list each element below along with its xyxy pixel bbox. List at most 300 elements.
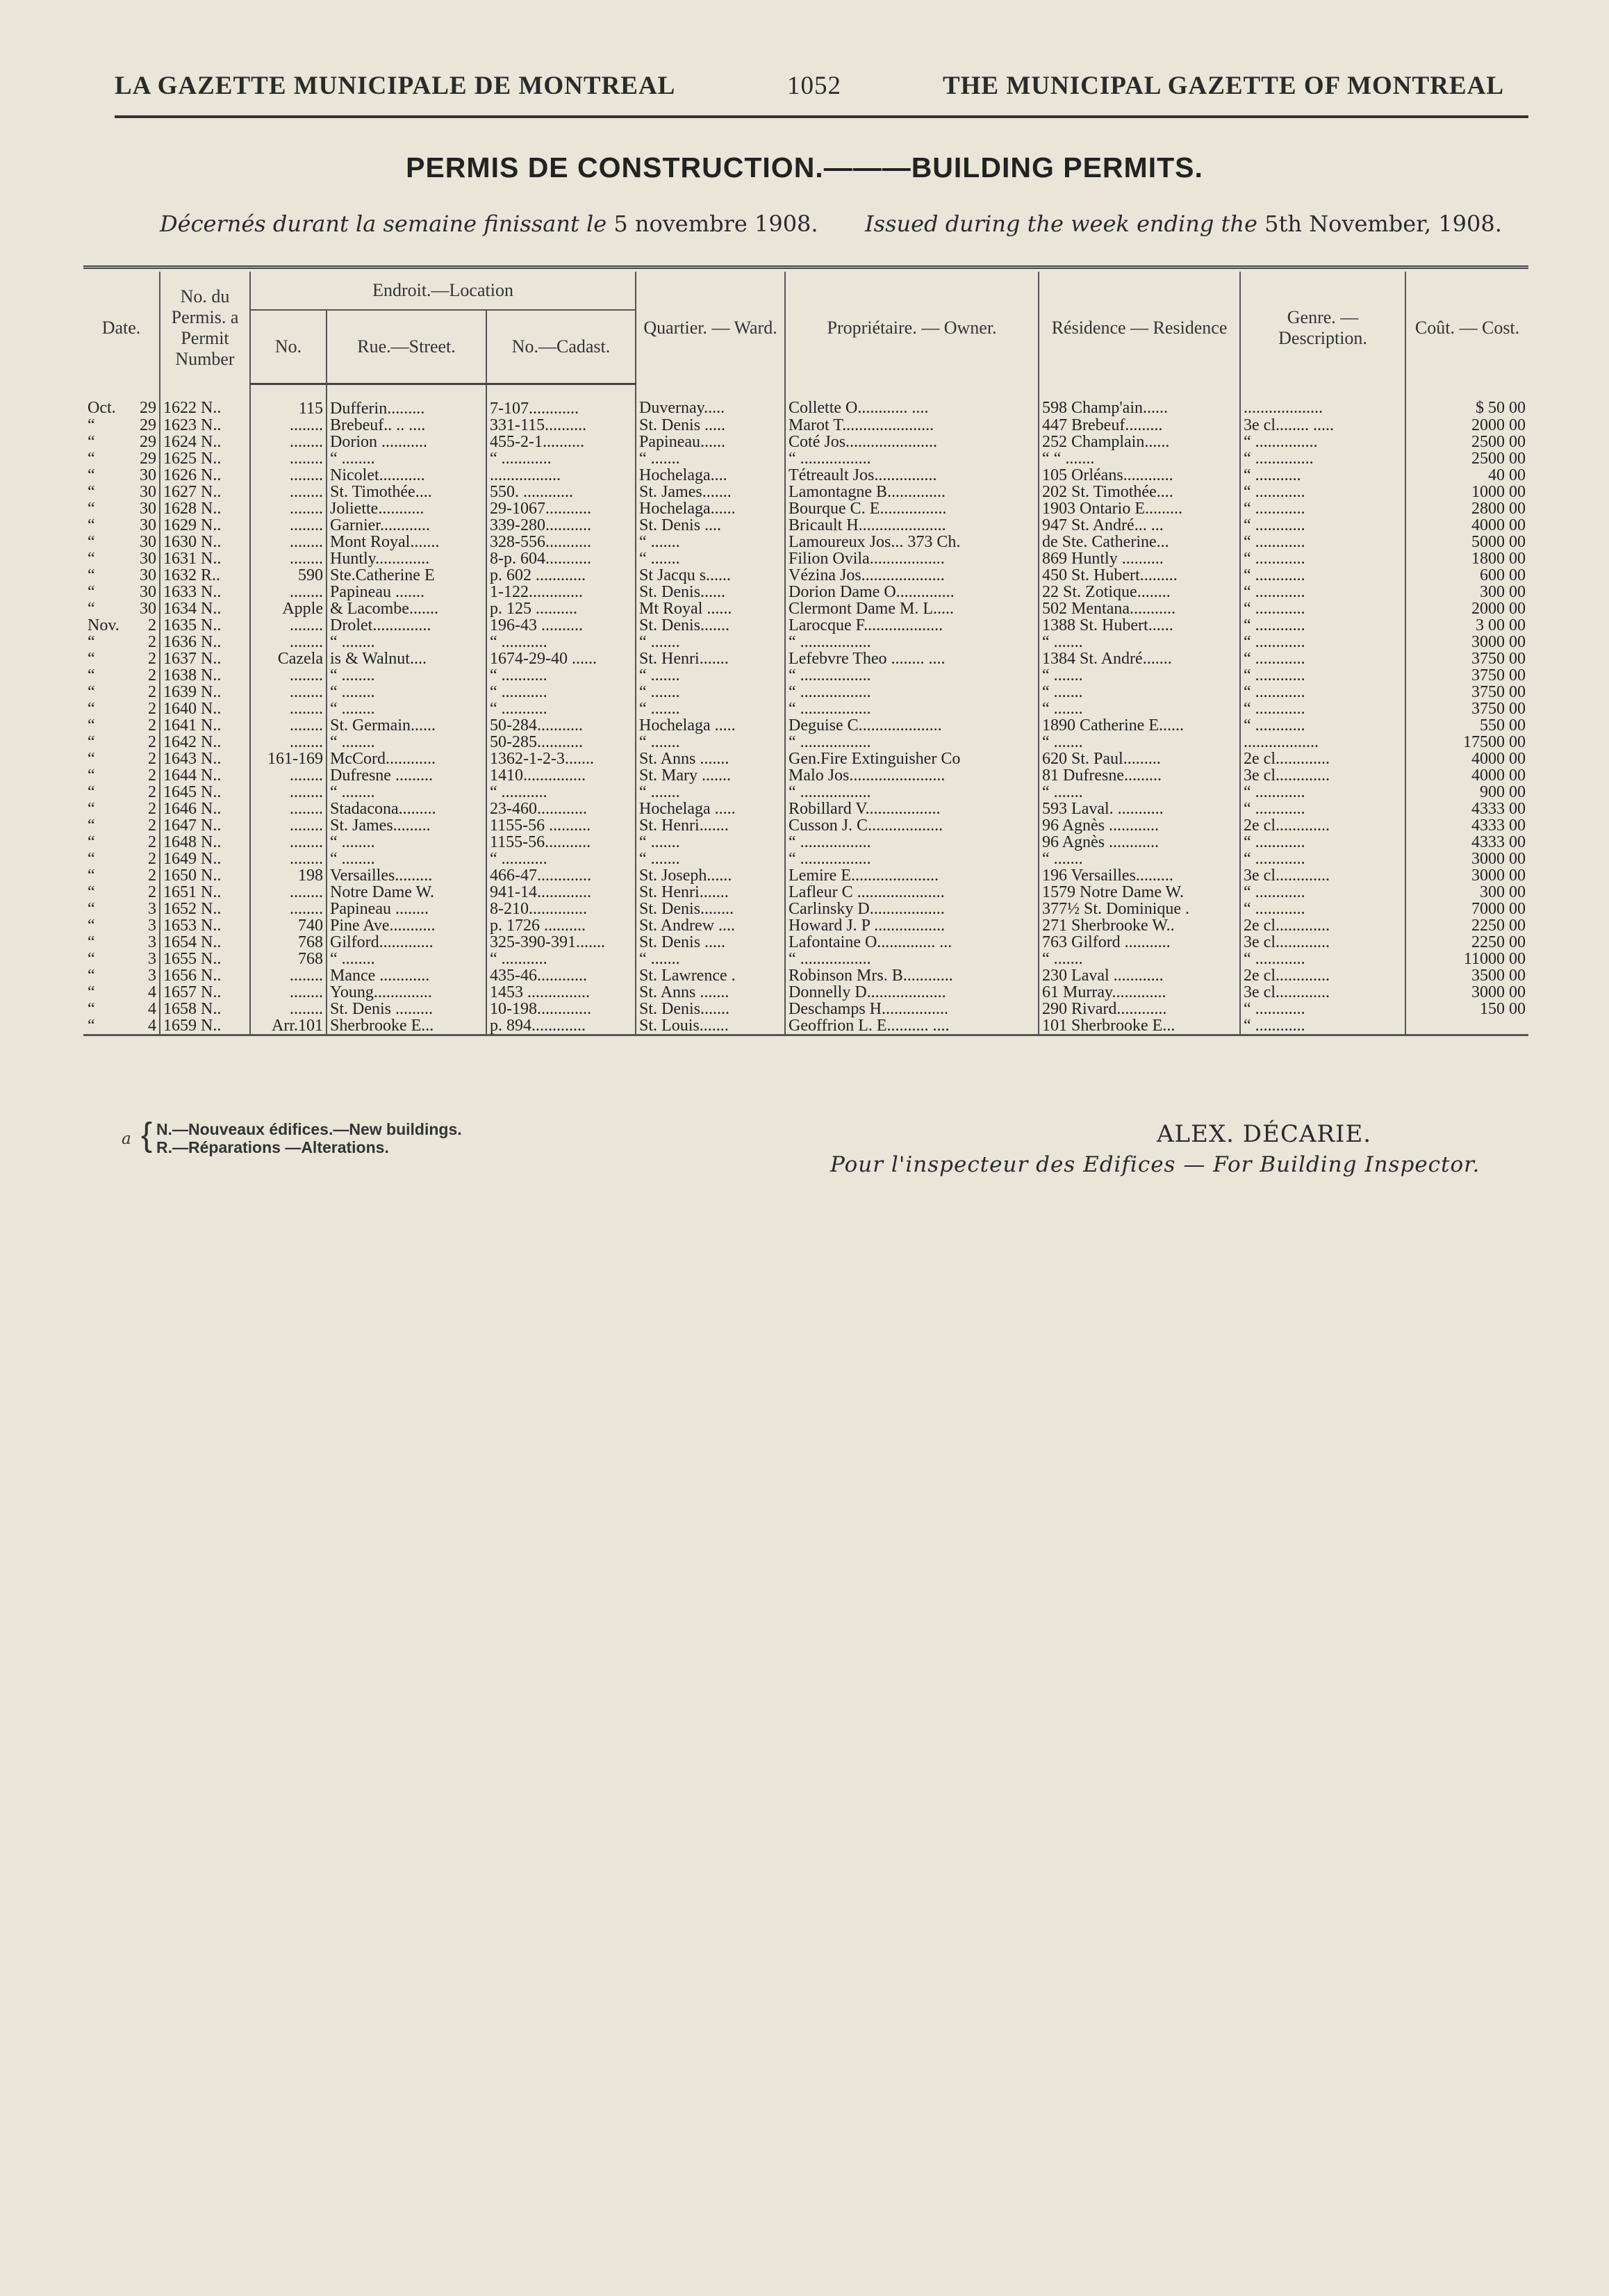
cell-day: 2 (148, 867, 156, 884)
cell-ward: Papineau...... (636, 434, 785, 450)
cell-owner: Donnelly D................... (785, 984, 1039, 1001)
cell-description: “ ............ (1240, 834, 1405, 851)
cell-residence: 290 Rivard............ (1039, 1001, 1240, 1017)
cell-date (83, 967, 160, 984)
cell-ward: Hochelaga ..... (636, 717, 785, 734)
cell-day: 30 (140, 600, 156, 617)
cell-day: 2 (148, 851, 156, 867)
cell-description: “ ............... (1240, 434, 1405, 450)
cell-no: ........ (250, 734, 327, 751)
cell-cost: 3750 00 (1471, 700, 1526, 717)
cell-owner: Bourque C. E................ (785, 500, 1039, 517)
cell-ward: “ ....... (636, 834, 785, 851)
cell-date (83, 1017, 160, 1034)
cell-cost: 2500 00 (1471, 434, 1526, 450)
cell-month: “ (88, 801, 95, 817)
cell-cadast: 331-115.......... (486, 417, 636, 434)
cell-permit: 1657 N.. (160, 984, 250, 1001)
cell-date (83, 600, 160, 617)
cell-cost: 300 00 (1480, 884, 1526, 901)
cell-date (83, 617, 160, 634)
cell-owner: Cusson J. C.................. (785, 817, 1039, 834)
cell-description: “ ............ (1240, 550, 1405, 567)
cell-day: 3 (148, 951, 156, 967)
running-header (115, 71, 1504, 106)
cell-no: ........ (250, 784, 327, 801)
cell-cost: 300 00 (1480, 584, 1526, 600)
cell-description: 3e cl............. (1240, 934, 1405, 951)
cell-street: “ ........ (327, 834, 486, 851)
cell-permit: 1650 N.. (160, 867, 250, 884)
cell-description: “ ............ (1240, 801, 1405, 817)
cell-residence: 81 Dufresne......... (1039, 767, 1240, 784)
running-header-left: LA GAZETTE MUNICIPALE DE MONTREAL (115, 72, 676, 100)
cell-permit: 1656 N.. (160, 967, 250, 984)
cell-date (83, 817, 160, 834)
cell-month: “ (88, 534, 95, 550)
cell-permit: 1628 N.. (160, 500, 250, 517)
footnotes (122, 1117, 462, 1157)
cell-month: “ (88, 517, 95, 534)
cell-date (83, 734, 160, 751)
cell-day: 29 (140, 417, 156, 434)
cell-street: & Lacombe....... (327, 600, 486, 617)
cell-ward: “ ....... (636, 951, 785, 967)
table-row (83, 984, 1528, 1001)
table-row (83, 600, 1528, 617)
cell-cost (1405, 1017, 1528, 1034)
cell-month: “ (88, 500, 95, 517)
cell-date (83, 884, 160, 901)
cell-ward: St. Denis...... (636, 584, 785, 600)
cell-no: ........ (250, 467, 327, 484)
cell-owner: Vézina Jos.................... (785, 567, 1039, 584)
cell-cost: 7000 00 (1471, 901, 1526, 917)
cell-no: 115 (250, 384, 327, 418)
cell-month: “ (88, 784, 95, 801)
cell-date (83, 684, 160, 700)
cell-residence: 593 Laval. ........... (1039, 801, 1240, 817)
cell-month: “ (88, 934, 95, 951)
cell-permit: 1641 N.. (160, 717, 250, 734)
cell-permit: 1643 N.. (160, 751, 250, 767)
cell-street: Garnier............ (327, 517, 486, 534)
cell-owner: Lefebvre Theo ........ .... (785, 650, 1039, 667)
signer-name: ALEX. DÉCARIE. (1157, 1120, 1372, 1148)
cell-ward: St. Henri....... (636, 884, 785, 901)
cell-date (83, 450, 160, 467)
table-row (83, 784, 1528, 801)
subtitle-english (865, 211, 1502, 237)
cell-cadast: “ ........... (486, 684, 636, 700)
cell-description: “ ............ (1240, 700, 1405, 717)
brace-icon: { (141, 1117, 153, 1154)
table-row (83, 484, 1528, 500)
cell-day: 30 (140, 517, 156, 534)
table-row (83, 867, 1528, 884)
cell-owner: “ ................. (785, 450, 1039, 467)
cell-cost: 1000 00 (1471, 484, 1526, 500)
cell-cost: 150 00 (1480, 1001, 1526, 1017)
cell-permit: 1624 N.. (160, 434, 250, 450)
cell-ward: “ ....... (636, 450, 785, 467)
cell-permit: 1644 N.. (160, 767, 250, 784)
table-row (83, 884, 1528, 901)
cell-month: “ (88, 767, 95, 784)
cell-description: “ ............ (1240, 634, 1405, 650)
cell-cadast: p. 894............. (486, 1017, 636, 1034)
table-row (83, 967, 1528, 984)
cell-street: Stadacona......... (327, 801, 486, 817)
cell-cadast: 328-556........... (486, 534, 636, 550)
cell-owner: Howard J. P ................. (785, 917, 1039, 934)
table-row (83, 584, 1528, 600)
cell-owner: “ ................. (785, 834, 1039, 851)
table-row (83, 817, 1528, 834)
col-residence: Résidence — Residence (1039, 272, 1240, 384)
cell-street: Dufferin......... (327, 384, 486, 418)
cell-residence: de Ste. Catherine... (1039, 534, 1240, 550)
cell-date (83, 834, 160, 851)
cell-description: “ ............ (1240, 851, 1405, 867)
cell-day: 30 (140, 584, 156, 600)
cell-owner: Carlinsky D.................. (785, 901, 1039, 917)
cell-ward: St. Mary ....... (636, 767, 785, 784)
cell-month: “ (88, 434, 95, 450)
cell-no: ........ (250, 434, 327, 450)
cell-description: “ ............ (1240, 684, 1405, 700)
cell-no: ........ (250, 417, 327, 434)
cell-permit: 1626 N.. (160, 467, 250, 484)
cell-residence: 202 St. Timothée.... (1039, 484, 1240, 500)
cell-day: 2 (148, 650, 156, 667)
col-permit-number: No. du Permis. a Permit Number (160, 272, 250, 384)
cell-month: “ (88, 884, 95, 901)
cell-permit: 1654 N.. (160, 934, 250, 951)
cell-owner: Coté Jos...................... (785, 434, 1039, 450)
cell-month: Nov. (88, 617, 119, 634)
table-row (83, 434, 1528, 450)
cell-cost: 4000 00 (1471, 767, 1526, 784)
cell-ward: St. Henri....... (636, 650, 785, 667)
cell-month: “ (88, 650, 95, 667)
cell-residence: “ ....... (1039, 634, 1240, 650)
cell-residence: “ ....... (1039, 734, 1240, 751)
cell-no: ........ (250, 984, 327, 1001)
footnote-alterations: R.—Réparations —Alterations. (156, 1138, 389, 1157)
cell-date (83, 767, 160, 784)
cell-month: “ (88, 967, 95, 984)
cell-cost: 4333 00 (1471, 817, 1526, 834)
cell-day: 2 (148, 700, 156, 717)
cell-owner: Robillard V.................. (785, 801, 1039, 817)
cell-cost: 2800 00 (1471, 500, 1526, 517)
cell-cost: 600 00 (1480, 567, 1526, 584)
cell-owner: “ ................. (785, 684, 1039, 700)
table-row (83, 517, 1528, 534)
cell-permit: 1658 N.. (160, 1001, 250, 1017)
cell-ward: “ ....... (636, 784, 785, 801)
cell-permit: 1636 N.. (160, 634, 250, 650)
table-row (83, 751, 1528, 767)
table-row (83, 634, 1528, 650)
cell-owner: Lemire E..................... (785, 867, 1039, 884)
cell-street: “ ........ (327, 951, 486, 967)
cell-permit: 1631 N.. (160, 550, 250, 567)
permits-table (83, 272, 1528, 1034)
cell-street: St. Denis ......... (327, 1001, 486, 1017)
cell-ward: St. Anns ....... (636, 751, 785, 767)
cell-street: Young.............. (327, 984, 486, 1001)
cell-day: 2 (148, 617, 156, 634)
cell-ward: St. Joseph...... (636, 867, 785, 884)
cell-ward: St. Louis....... (636, 1017, 785, 1034)
cell-description: 2e cl............. (1240, 917, 1405, 934)
footnote-new-buildings: N.—Nouveaux édifices.—New buildings. (156, 1120, 462, 1138)
cell-cost: 3000 00 (1471, 867, 1526, 884)
cell-ward: St. Denis....... (636, 1001, 785, 1017)
cell-owner: Deguise C.................... (785, 717, 1039, 734)
running-header-right: THE MUNICIPAL GAZETTE OF MONTREAL (942, 72, 1504, 100)
cell-no: ........ (250, 500, 327, 517)
cell-permit: 1629 N.. (160, 517, 250, 534)
cell-description: 3e cl............. (1240, 767, 1405, 784)
cell-residence: 1890 Catherine E...... (1039, 717, 1240, 734)
cell-month: Oct. (88, 399, 116, 417)
table-row (83, 851, 1528, 867)
subtitle-english-date: 5th November, 1908. (1264, 211, 1502, 237)
cell-ward: St. Denis....... (636, 617, 785, 634)
cell-cadast: 339-280........... (486, 517, 636, 534)
cell-residence: 61 Murray............. (1039, 984, 1240, 1001)
cell-no: ........ (250, 617, 327, 634)
col-location: Endroit.—Location (250, 272, 636, 310)
cell-permit: 1649 N.. (160, 851, 250, 867)
cell-month: “ (88, 851, 95, 867)
cell-permit: 1639 N.. (160, 684, 250, 700)
cell-residence: 502 Mentana........... (1039, 600, 1240, 617)
cell-street: “ ........ (327, 450, 486, 467)
cell-residence: “ ....... (1039, 684, 1240, 700)
cell-ward: St. James....... (636, 484, 785, 500)
subtitle-french (160, 211, 818, 237)
cell-owner: Gen.Fire Extinguisher Co (785, 751, 1039, 767)
cell-date (83, 634, 160, 650)
cell-cadast: “ ........... (486, 634, 636, 650)
cell-ward: “ ....... (636, 684, 785, 700)
cell-residence: 196 Versailles......... (1039, 867, 1240, 884)
table-row (83, 767, 1528, 784)
cell-street: St. James......... (327, 817, 486, 834)
cell-permit: 1652 N.. (160, 901, 250, 917)
cell-residence: “ “ ....... (1039, 450, 1240, 467)
cell-cadast: 1155-56 .......... (486, 817, 636, 834)
cell-permit: 1648 N.. (160, 834, 250, 851)
table-row (83, 734, 1528, 751)
cell-cadast: 8-210.............. (486, 901, 636, 917)
cell-description: “ ............ (1240, 617, 1405, 634)
cell-ward: “ ....... (636, 634, 785, 650)
cell-month: “ (88, 667, 95, 684)
cell-ward: St. Denis........ (636, 901, 785, 917)
cell-month: “ (88, 817, 95, 834)
cell-cost: 3000 00 (1471, 851, 1526, 867)
cell-street: is & Walnut.... (327, 650, 486, 667)
cell-ward: “ ....... (636, 700, 785, 717)
cell-street: Huntly............. (327, 550, 486, 567)
cell-cost: 3500 00 (1471, 967, 1526, 984)
cell-owner: Larocque F................... (785, 617, 1039, 634)
cell-cadast: 941-14............. (486, 884, 636, 901)
cell-month: “ (88, 467, 95, 484)
cell-cadast: 10-198............. (486, 1001, 636, 1017)
cell-month: “ (88, 717, 95, 734)
cell-street: Sherbrooke E... (327, 1017, 486, 1034)
footnote-marker: a (122, 1130, 131, 1148)
cell-date (83, 650, 160, 667)
cell-owner: Lafontaine O.............. ... (785, 934, 1039, 951)
cell-street: McCord............ (327, 751, 486, 767)
cell-description: “ ............ (1240, 901, 1405, 917)
cell-street: Mont Royal....... (327, 534, 486, 550)
cell-no: 590 (250, 567, 327, 584)
cell-cost: 1800 00 (1471, 550, 1526, 567)
cell-permit: 1642 N.. (160, 734, 250, 751)
cell-day: 2 (148, 884, 156, 901)
cell-month: “ (88, 951, 95, 967)
cell-date (83, 901, 160, 917)
permit-rows (83, 384, 1528, 1035)
table-row (83, 500, 1528, 517)
cell-cadast: 23-460............ (486, 801, 636, 817)
cell-day: 2 (148, 767, 156, 784)
cell-date (83, 801, 160, 817)
cell-no: ........ (250, 517, 327, 534)
cell-description: “ ............ (1240, 667, 1405, 684)
page-number: 1052 (787, 72, 841, 100)
cell-owner: “ ................. (785, 784, 1039, 801)
cell-residence: 1384 St. André....... (1039, 650, 1240, 667)
cell-no: 161-169 (250, 751, 327, 767)
cell-no: ........ (250, 817, 327, 834)
cell-no: 740 (250, 917, 327, 934)
cell-residence: “ ....... (1039, 784, 1240, 801)
cell-owner: Malo Jos....................... (785, 767, 1039, 784)
col-no: No. (250, 310, 327, 384)
col-description: Genre. — Description. (1240, 272, 1405, 384)
cell-no: ........ (250, 667, 327, 684)
cell-owner: Dorion Dame O.............. (785, 584, 1039, 600)
cell-owner: Lamoureux Jos... 373 Ch. (785, 534, 1039, 550)
cell-date (83, 584, 160, 600)
cell-month: “ (88, 734, 95, 751)
cell-day: 3 (148, 934, 156, 951)
col-street: Rue.—Street. (327, 310, 486, 384)
cell-ward: Hochelaga...... (636, 500, 785, 517)
cell-street: Versailles......... (327, 867, 486, 884)
cell-ward: Hochelaga ..... (636, 801, 785, 817)
cell-permit: 1640 N.. (160, 700, 250, 717)
cell-residence: 869 Huntly .......... (1039, 550, 1240, 567)
cell-street: “ ........ (327, 734, 486, 751)
cell-day: 2 (148, 817, 156, 834)
cell-ward: “ ....... (636, 734, 785, 751)
cell-street: “ ........ (327, 784, 486, 801)
cell-month: “ (88, 901, 95, 917)
cell-description: 2e cl............. (1240, 817, 1405, 834)
cell-cadast: “ ........... (486, 784, 636, 801)
cell-month: “ (88, 684, 95, 700)
cell-ward: St. Denis .... (636, 517, 785, 534)
cell-cost: 2000 00 (1471, 600, 1526, 617)
cell-residence: 447 Brebeuf......... (1039, 417, 1240, 434)
cell-month: “ (88, 600, 95, 617)
cell-no: ........ (250, 851, 327, 867)
cell-cadast: ................. (486, 467, 636, 484)
cell-description: “ ............ (1240, 500, 1405, 517)
cell-permit: 1645 N.. (160, 784, 250, 801)
cell-residence: 377½ St. Dominique . (1039, 901, 1240, 917)
table-row (83, 384, 1528, 418)
cell-no: ........ (250, 767, 327, 784)
cell-cadast: 7-107............ (486, 384, 636, 418)
table-row (83, 550, 1528, 567)
cell-day: 3 (148, 917, 156, 934)
cell-cadast: “ ........... (486, 851, 636, 867)
cell-cost: 4333 00 (1471, 801, 1526, 817)
cell-no: ........ (250, 700, 327, 717)
cell-owner: Clermont Dame M. L..... (785, 600, 1039, 617)
cell-street: Dufresne ......... (327, 767, 486, 784)
cell-owner: Marot T...................... (785, 417, 1039, 434)
cell-cost: 3750 00 (1471, 650, 1526, 667)
cell-permit: 1633 N.. (160, 584, 250, 600)
cell-month: “ (88, 567, 95, 584)
cell-cadast: 196-43 .......... (486, 617, 636, 634)
cell-cost: 2000 00 (1471, 417, 1526, 434)
cell-day: 2 (148, 667, 156, 684)
cell-day: 2 (148, 717, 156, 734)
cell-permit: 1634 N.. (160, 600, 250, 617)
cell-ward: St. Lawrence . (636, 967, 785, 984)
cell-residence: 450 St. Hubert......... (1039, 567, 1240, 584)
cell-month: “ (88, 700, 95, 717)
cell-cadast: “ ............ (486, 450, 636, 467)
cell-permit: 1653 N.. (160, 917, 250, 934)
cell-date (83, 417, 160, 434)
cell-residence: 96 Agnès ............ (1039, 817, 1240, 834)
cell-owner: “ ................. (785, 667, 1039, 684)
cell-day: 30 (140, 534, 156, 550)
subtitle-french-text: Décernés durant la semaine finissant le (160, 211, 614, 237)
cell-cost: 3000 00 (1471, 634, 1526, 650)
cell-no: ........ (250, 901, 327, 917)
cell-street: Gilford............. (327, 934, 486, 951)
cell-no: ........ (250, 1001, 327, 1017)
subtitle-english-text: Issued during the week ending the (865, 211, 1265, 237)
cell-day: 2 (148, 801, 156, 817)
cell-owner: Geoffrion L. E.......... .... (785, 1017, 1039, 1034)
cell-date (83, 984, 160, 1001)
cell-month: “ (88, 834, 95, 851)
cell-day: 3 (148, 901, 156, 917)
col-date: Date. (83, 272, 160, 384)
cell-residence: “ ....... (1039, 851, 1240, 867)
cell-month: “ (88, 1017, 95, 1034)
cell-ward: Duvernay..... (636, 384, 785, 418)
cell-day: 2 (148, 684, 156, 700)
cell-description: 3e cl........ ..... (1240, 417, 1405, 434)
